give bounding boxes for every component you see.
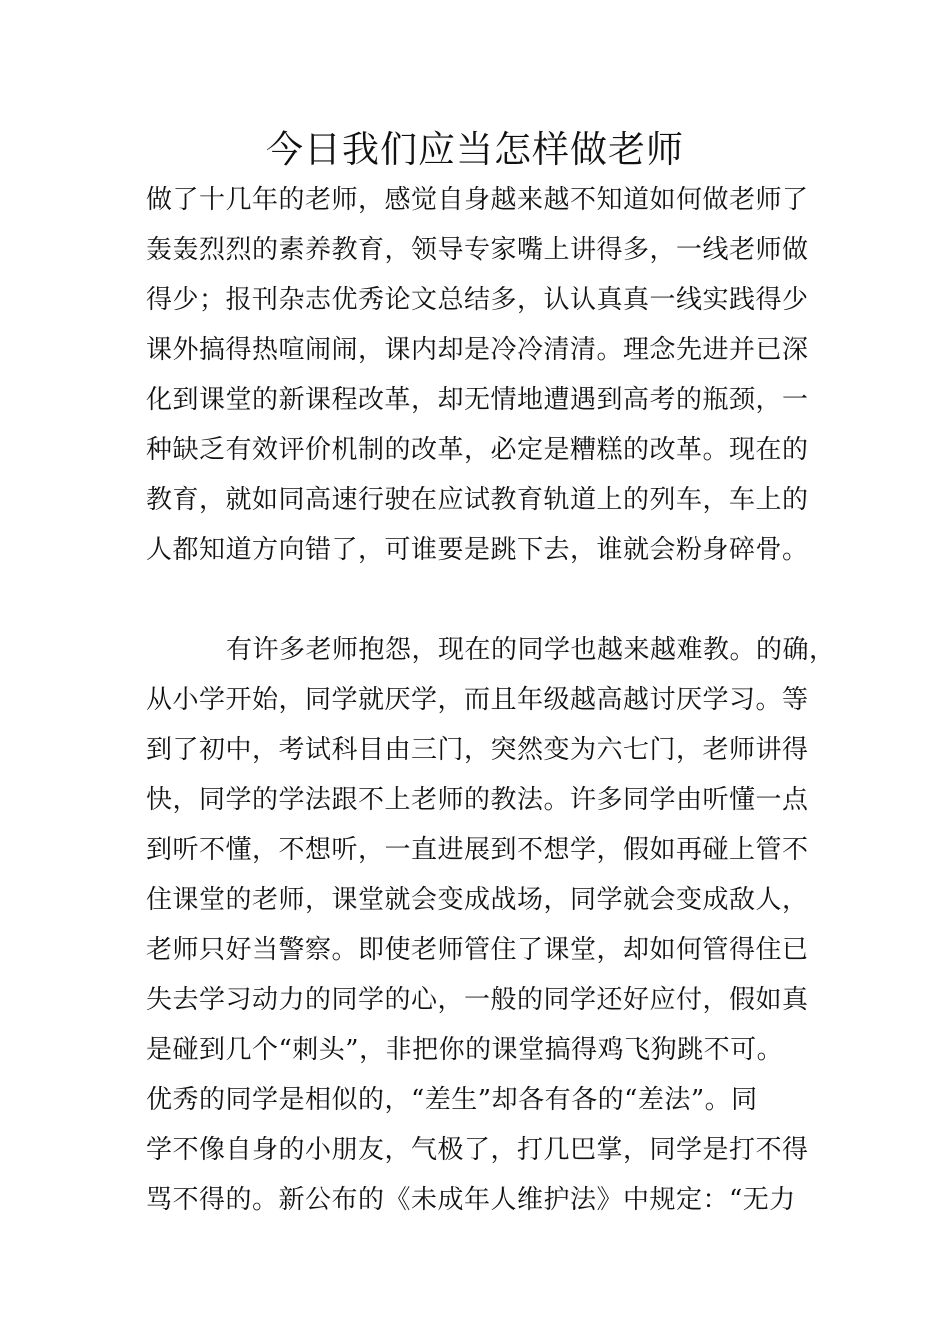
- paragraph-line: 轰轰烈烈的素养教育，领导专家嘴上讲得多，一线老师做: [146, 235, 809, 265]
- paragraph-line: 人都知道方向错了，可谁要是跳下去，谁就会粉身碎骨。: [146, 535, 809, 565]
- paragraph-line: 失去学习动力的同学的心，一般的同学还好应付，假如真: [146, 985, 809, 1015]
- paragraph-line: 快，同学的学法跟不上老师的教法。许多同学由听懂一点: [146, 785, 809, 815]
- paragraph-line: 课外搞得热喧闹闹，课内却是冷冷清清。理念先进并已深: [146, 335, 809, 365]
- paragraph-line: 种缺乏有效评价机制的改革，必定是糟糕的改革。现在的: [146, 435, 809, 465]
- paragraph-line: 学不像自身的小朋友，气极了，打几巴掌，同学是打不得: [146, 1135, 809, 1165]
- document-title: 今日我们应当怎样做老师: [266, 128, 684, 171]
- paragraph-line: 老师只好当警察。即使老师管住了课堂，却如何管得住已: [146, 935, 809, 965]
- paragraph-line: 住课堂的老师，课堂就会变成战场，同学就会变成敌人，: [146, 885, 809, 915]
- paragraph-line: 得少；报刊杂志优秀论文总结多，认认真真一线实践得少: [146, 285, 809, 315]
- paragraph-line: 做了十几年的老师，感觉自身越来越不知道如何做老师了: [146, 185, 809, 215]
- paragraph-line: 到听不懂，不想听，一直进展到不想学，假如再碰上管不: [146, 835, 809, 865]
- paragraph-line: 到了初中，考试科目由三门，突然变为六七门，老师讲得: [146, 735, 809, 765]
- paragraph-line: 优秀的同学是相似的，“差生”却各有各的“差法”。同: [146, 1085, 758, 1115]
- paragraph-line: 教育，就如同高速行驶在应试教育轨道上的列车，车上的: [146, 485, 809, 515]
- paragraph-line: 从小学开始，同学就厌学，而且年级越高越讨厌学习。等: [146, 685, 809, 715]
- paragraph-line: 化到课堂的新课程改革，却无情地遭遇到高考的瓶颈，一: [146, 385, 809, 415]
- paragraph-line: 骂不得的。新公布的《未成年人维护法》中规定：“无力: [146, 1185, 796, 1215]
- paragraph-line: 是碰到几个“刺头”，非把你的课堂搞得鸡飞狗跳不可。: [146, 1035, 784, 1065]
- paragraph-first-line: 有许多老师抱怨，现在的同学也越来越难教。的确，: [226, 635, 836, 665]
